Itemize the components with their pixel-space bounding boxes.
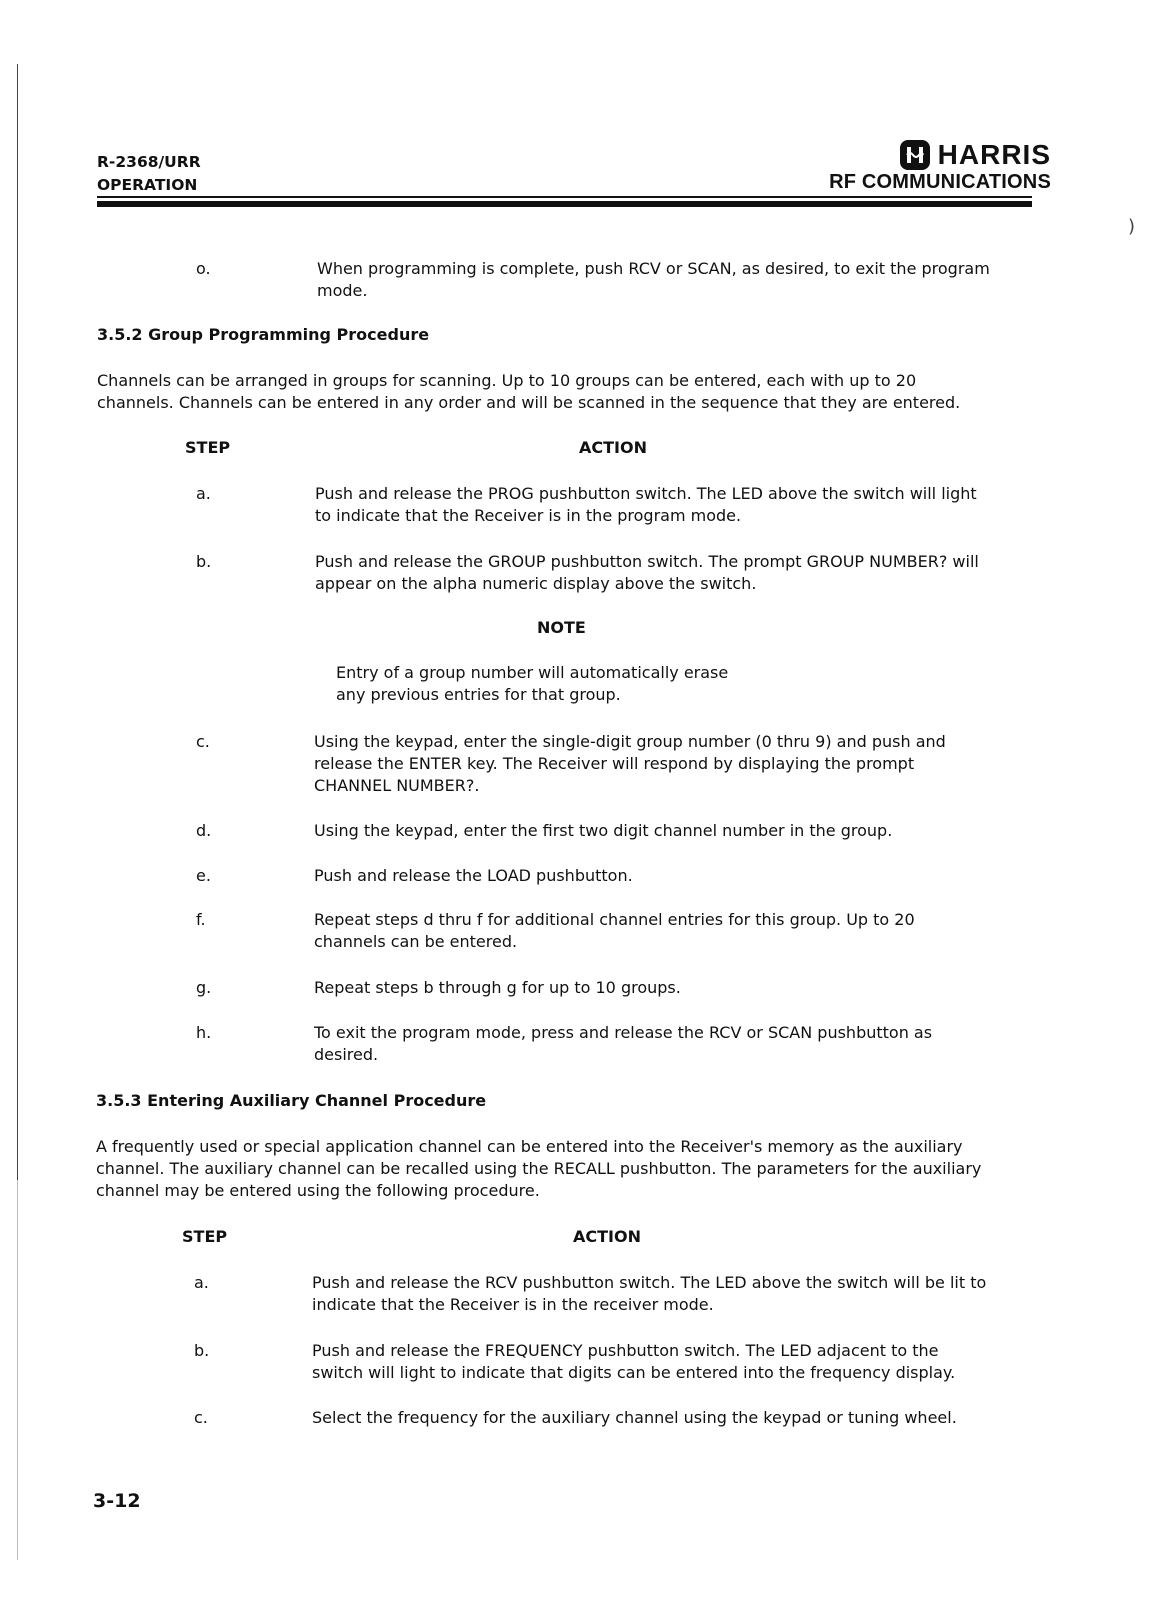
group-step-a-letter: a. [196,484,211,503]
aux-step-a-action [312,1272,1032,1316]
note-label: NOTE [537,618,586,637]
aux-intro-paragraph [96,1136,981,1202]
doc-id: R-2368/URR [97,153,201,171]
group-step-c-action [314,731,1034,797]
action-line: channels can be entered. [314,932,518,951]
group-step-b-letter: b. [196,552,212,571]
action-line: desired. [314,1045,379,1064]
header-rule-thick [97,201,1032,207]
step-o-line: mode. [317,281,368,300]
aux-step-c-action [312,1407,1032,1429]
group-step-f-letter: f. [196,910,206,929]
action-line: Using the keypad, enter the first two digit channel number in the group. [314,821,893,840]
group-step-e-action [314,865,1034,887]
action-line: release the ENTER key. The Receiver will respond by displaying the prompt [314,754,915,773]
aux-intro-line: channel. The auxiliary channel can be recalled using the RECALL pushbutton. The parameters for the auxiliary [96,1159,982,1178]
group-step-b-action [315,551,1035,595]
action-line: Repeat steps d thru f for additional channel entries for this group. Up to 20 [314,910,915,929]
action-line: Push and release the LOAD pushbutton. [314,866,633,885]
action-line: CHANNEL NUMBER?. [314,776,480,795]
header-rule-thin [97,196,1032,198]
aux-intro-line: A frequently used or special application channel can be entered into the Receiver's memory as the auxiliary [96,1137,963,1156]
group-step-g-action [314,977,1034,999]
group-intro-line: channels. Channels can be entered in any order and will be scanned in the sequence that they are entered. [97,393,961,412]
action-line: switch will light to indicate that digits can be entered into the frequency display. [312,1363,956,1382]
action-line: Push and release the GROUP pushbutton switch. The prompt GROUP NUMBER? will [315,552,979,571]
scan-left-edge-faint [17,1180,18,1560]
brand-logo [829,140,1051,170]
aux-action-column-header: ACTION [573,1227,641,1246]
step-column-header: STEP [185,438,231,457]
group-intro-paragraph [97,370,960,414]
group-step-h-action [314,1022,1034,1066]
step-o-action [317,258,1037,302]
aux-intro-line: channel may be entered using the following procedure. [96,1181,540,1200]
header-right [829,140,1051,194]
group-intro-line: Channels can be arranged in groups for scanning. Up to 10 groups can be entered, each with up to 20 [97,371,917,390]
action-line: Select the frequency for the auxiliary channel using the keypad or tuning wheel. [312,1408,957,1427]
group-step-d-action [314,820,1034,842]
action-line: Push and release the FREQUENCY pushbutton switch. The LED adjacent to the [312,1341,939,1360]
section-name: OPERATION [97,176,198,194]
aux-step-b-letter: b. [194,1341,210,1360]
action-line: Using the keypad, enter the single-digit group number (0 thru 9) and push and [314,732,946,751]
group-step-a-action [315,483,1035,527]
group-step-e-letter: e. [196,866,211,885]
scan-mark: ) [1128,216,1136,237]
action-line: indicate that the Receiver is in the receiver mode. [312,1295,714,1314]
group-step-h-letter: h. [196,1023,212,1042]
page-number: 3-12 [93,1490,141,1512]
action-line: Push and release the PROG pushbutton switch. The LED above the switch will light [315,484,977,503]
note-line: any previous entries for that group. [336,685,621,704]
section-heading-aux: 3.5.3 Entering Auxiliary Channel Procedure [96,1091,487,1110]
step-o-letter: o. [196,259,211,278]
note-text [336,662,728,706]
aux-step-b-action [312,1340,1032,1384]
division-name: RF COMMUNICATIONS [829,171,1051,193]
note-line: Entry of a group number will automatically erase [336,663,729,682]
group-step-f-action [314,909,1034,953]
step-o-line: When programming is complete, push RCV or SCAN, as desired, to exit the program [317,259,990,278]
header-left [97,151,201,197]
aux-step-column-header: STEP [182,1227,228,1246]
group-step-g-letter: g. [196,978,212,997]
action-line: Repeat steps b through g for up to 10 groups. [314,978,681,997]
aux-step-c-letter: c. [194,1408,208,1427]
aux-step-a-letter: a. [194,1273,209,1292]
action-line: To exit the program mode, press and release the RCV or SCAN pushbutton as [314,1023,933,1042]
action-line: appear on the alpha numeric display above the switch. [315,574,757,593]
action-line: to indicate that the Receiver is in the program mode. [315,506,742,525]
section-heading-group: 3.5.2 Group Programming Procedure [97,325,430,344]
brand-name: HARRIS [937,139,1051,170]
action-column-header: ACTION [579,438,647,457]
group-step-c-letter: c. [196,732,210,751]
action-line: Push and release the RCV pushbutton switch. The LED above the switch will be lit to [312,1273,987,1292]
group-step-d-letter: d. [196,821,212,840]
harris-logo-icon [900,140,930,170]
